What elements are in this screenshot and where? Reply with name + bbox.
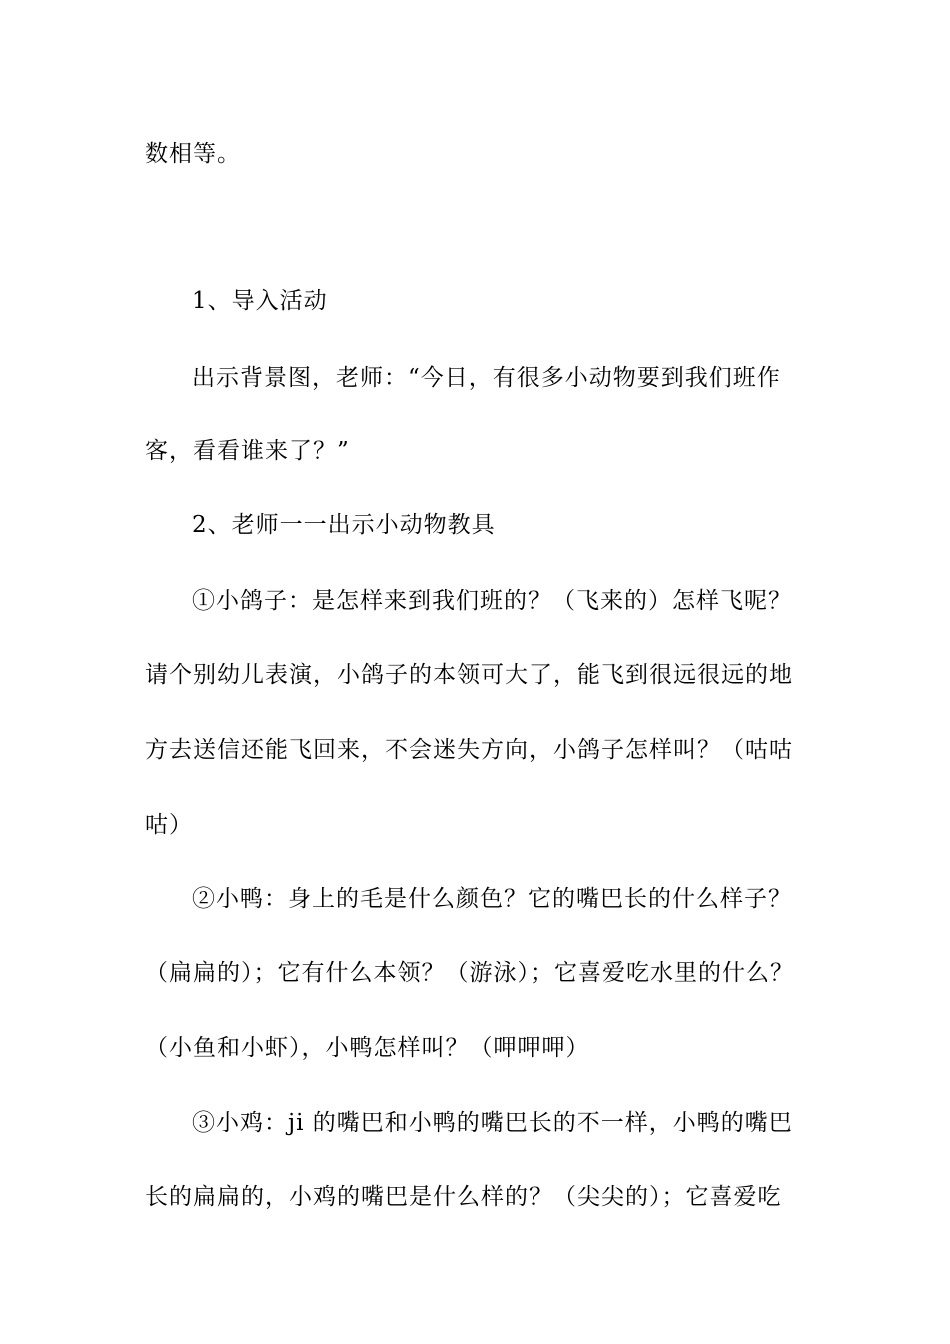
paragraph-line: 请个别幼儿表演，小鸽子的本领可大了，能飞到很远很远的地 (145, 662, 793, 688)
section-heading: 2、老师一一出示小动物教具 (192, 512, 496, 538)
paragraph-line: 方去送信还能飞回来，不会迷失方向，小鸽子怎样叫？（咕咕 (145, 737, 793, 763)
paragraph-line: ①小鸽子：是怎样来到我们班的？（飞来的）怎样飞呢？ (192, 588, 792, 614)
paragraph-line: ③小鸡：ji 的嘴巴和小鸭的嘴巴长的不一样，小鸭的嘴巴 (192, 1110, 793, 1136)
section-heading: 1、导入活动 (192, 288, 328, 314)
paragraph-line: 数相等。 (145, 141, 241, 167)
paragraph-line: 咕） (145, 812, 193, 838)
paragraph-line: 出示背景图，老师：“今日，有很多小动物要到我们班作 (192, 365, 781, 391)
paragraph-line: 长的扁扁的，小鸡的嘴巴是什么样的？（尖尖的）；它喜爱吃 (145, 1184, 782, 1210)
paragraph-line: （小鱼和小虾），小鸭怎样叫？（呷呷呷） (145, 1035, 590, 1061)
paragraph-line: ②小鸭：身上的毛是什么颜色？它的嘴巴长的什么样子？ (192, 886, 792, 912)
paragraph-line: 客，看看谁来了？” (145, 438, 350, 464)
paragraph-line: （扁扁的）；它有什么本领？（游泳）；它喜爱吃水里的什么？ (145, 960, 794, 986)
